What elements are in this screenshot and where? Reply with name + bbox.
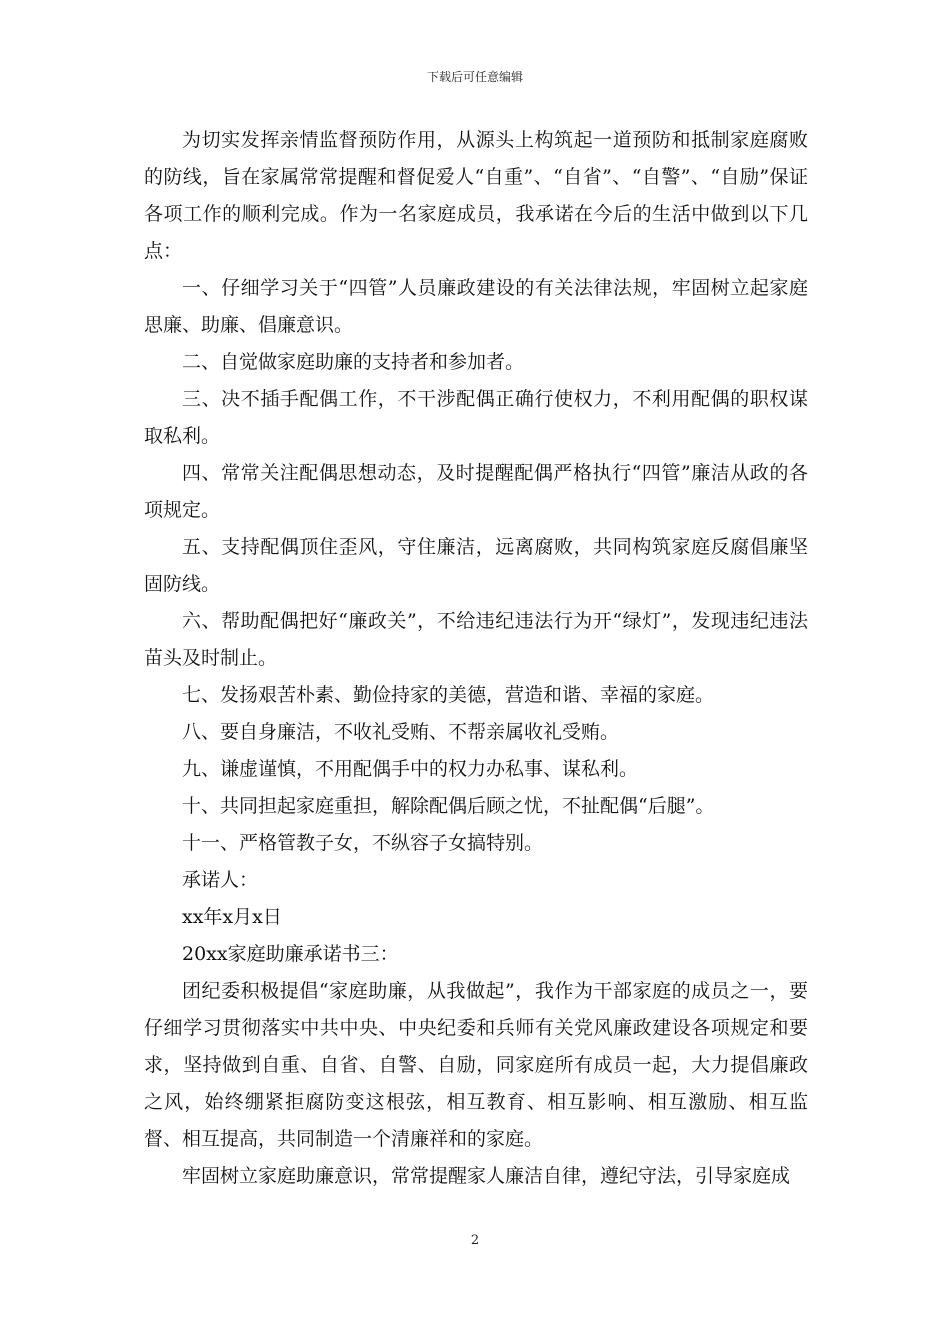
section-paragraph-1: 团纪委积极提倡“家庭助廉，从我做起”，我作为干部家庭的成员之一，要仔细学习贯彻落实中共中央、中央纪委和兵师有关党风廉政建设各项规定和要求，坚持做到自重、自省、自警、自励，同家庭所有成员一起，大力提倡廉政之风，始终绷紧拒腐防变这根弦，相互教育、相互影响、相互激励、相互监督、相互提高，共同制造一个清廉祥和的家庭。: [144, 980, 808, 1150]
page-number: 2: [470, 1233, 480, 1248]
intro-paragraph: 为切实发挥亲情监督预防作用，从源头上构筑起一道预防和抵制家庭腐败的防线，旨在家属常常提醒和督促爱人“自重”、“自省”、“自警”、“自励”保证各项工作的顺利完成。作为一名家庭成员，我承诺在今后的生活中做到以下几点：: [144, 129, 808, 262]
section-paragraph-2: 牢固树立家庭助廉意识，常常提醒家人廉洁自律，遵纪守法，引导家庭成: [182, 1165, 791, 1187]
commitment-item-1: 一、仔细学习关于“四管”人员廉政建设的有关法律法规，牢固树立起家庭思廉、助廉、倡廉意识。: [144, 277, 808, 336]
commitment-item-10: 十、共同担起家庭重担，解除配偶后顾之忧，不扯配偶“后腿”。: [182, 795, 715, 817]
commitment-item-6: 六、帮助配偶把好“廉政关”，不给违纪违法行为开“绿灯”，发现违纪违法苗头及时制止。: [144, 610, 808, 669]
section-heading: 20xx家庭助廉承诺书三：: [182, 943, 399, 965]
commitment-item-4: 四、常常关注配偶思想动态，及时提醒配偶严格执行“四管”廉洁从政的各项规定。: [144, 462, 808, 521]
signature-date: xx年x月x日: [182, 906, 282, 928]
commitment-item-7: 七、发扬艰苦朴素、勤俭持家的美德，营造和谐、幸福的家庭。: [182, 684, 715, 706]
commitment-item-9: 九、谦虚谨慎，不用配偶手中的权力办私事、谋私利。: [182, 758, 639, 780]
commitment-item-5: 五、支持配偶顶住歪风，守住廉洁，远离腐败，共同构筑家庭反腐倡廉坚固防线。: [144, 536, 808, 595]
page-header: 下载后可任意编辑: [426, 70, 523, 84]
document-body: [144, 122, 808, 1195]
commitment-item-3: 三、决不插手配偶工作，不干涉配偶正确行使权力，不利用配偶的职权谋取私利。: [144, 388, 808, 447]
commitment-item-8: 八、要自身廉洁，不收礼受贿、不帮亲属收礼受贿。: [182, 721, 620, 743]
commitment-item-2: 二、自觉做家庭助廉的支持者和参加者。: [182, 351, 525, 373]
commitment-item-11: 十一、严格管教子女，不纵容子女搞特别。: [182, 832, 544, 854]
signatory-label: 承诺人：: [182, 869, 259, 891]
